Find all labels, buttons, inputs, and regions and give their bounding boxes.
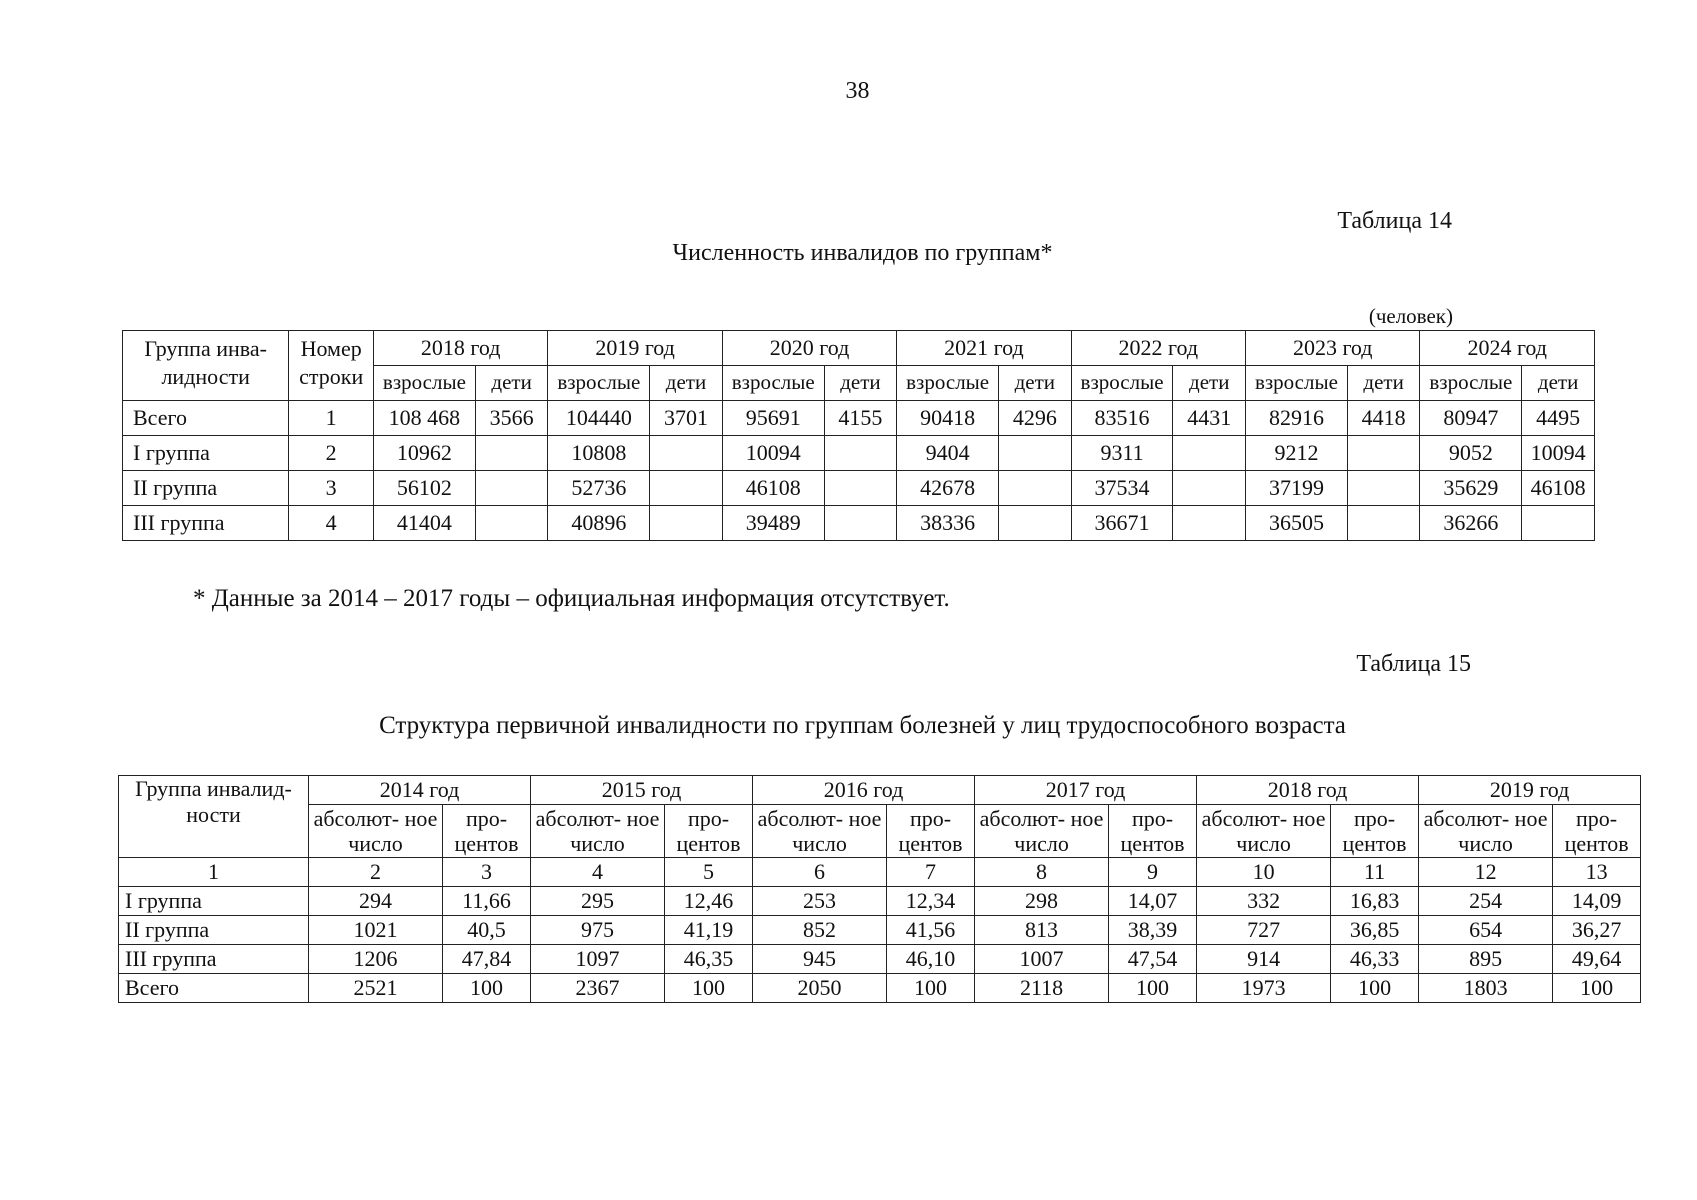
children-value-cell	[650, 471, 723, 506]
adults-value-cell: 56102	[374, 471, 476, 506]
column-number: 4	[531, 858, 665, 887]
table14-label: Таблица 14	[1337, 208, 1452, 234]
adults-value-cell: 52736	[548, 471, 650, 506]
percent-value-cell: 47,84	[443, 945, 531, 974]
adults-value-cell: 82916	[1246, 401, 1348, 436]
children-value-cell	[1347, 471, 1420, 506]
adults-value-cell: 36266	[1420, 506, 1522, 541]
absolute-value-cell: 1973	[1197, 974, 1331, 1003]
children-value-cell	[475, 436, 548, 471]
table14-footnote: * Данные за 2014 – 2017 годы – официальная информация отсутствует.	[193, 585, 950, 612]
table15-year: 2015 год	[531, 776, 753, 805]
table-row	[123, 436, 1595, 471]
table14	[122, 330, 1595, 541]
table14-head-group: Группа инва- лидности	[123, 331, 289, 401]
row-number: 4	[289, 506, 374, 541]
absolute-value-cell: 727	[1197, 916, 1331, 945]
table14-year: 2018 год	[374, 331, 548, 366]
children-value-cell	[1347, 506, 1420, 541]
table15-year: 2017 год	[975, 776, 1197, 805]
table15-year: 2016 год	[753, 776, 975, 805]
table15-pct-header: про- центов	[665, 805, 753, 858]
percent-value-cell: 100	[887, 974, 975, 1003]
table14-year: 2020 год	[722, 331, 896, 366]
percent-value-cell: 14,09	[1553, 887, 1641, 916]
adults-value-cell: 39489	[722, 506, 824, 541]
children-value-cell	[650, 436, 723, 471]
children-value-cell	[1173, 471, 1246, 506]
table15-subheader-row	[119, 805, 1641, 858]
row-group-name: Всего	[119, 974, 309, 1003]
adults-value-cell: 9052	[1420, 436, 1522, 471]
table-row	[123, 471, 1595, 506]
children-value-cell	[475, 471, 548, 506]
table-row	[119, 945, 1641, 974]
table15-abs-header: абсолют- ное число	[1419, 805, 1553, 858]
table15-abs-header: абсолют- ное число	[975, 805, 1109, 858]
adults-value-cell: 40896	[548, 506, 650, 541]
page-number: 38	[845, 78, 870, 104]
table15	[118, 775, 1641, 1003]
table14-children-header: дети	[999, 366, 1072, 401]
adults-value-cell: 80947	[1420, 401, 1522, 436]
adults-value-cell: 9212	[1246, 436, 1348, 471]
adults-value-cell: 37199	[1246, 471, 1348, 506]
children-value-cell	[824, 471, 897, 506]
column-number: 9	[1109, 858, 1197, 887]
adults-value-cell: 46108	[722, 471, 824, 506]
adults-value-cell: 10808	[548, 436, 650, 471]
column-number: 12	[1419, 858, 1553, 887]
table15-pct-header: про- центов	[887, 805, 975, 858]
absolute-value-cell: 852	[753, 916, 887, 945]
row-number: 3	[289, 471, 374, 506]
percent-value-cell: 100	[1331, 974, 1419, 1003]
adults-value-cell: 104440	[548, 401, 650, 436]
percent-value-cell: 46,35	[665, 945, 753, 974]
column-number: 7	[887, 858, 975, 887]
adults-value-cell: 36671	[1071, 506, 1173, 541]
adults-value-cell: 9311	[1071, 436, 1173, 471]
table14-adults-header: взрослые	[548, 366, 650, 401]
absolute-value-cell: 895	[1419, 945, 1553, 974]
absolute-value-cell: 2050	[753, 974, 887, 1003]
row-group-name: I группа	[119, 887, 309, 916]
children-value-cell	[999, 506, 1072, 541]
adults-value-cell: 41404	[374, 506, 476, 541]
table14-children-header: дети	[650, 366, 723, 401]
table14-title: Численность инвалидов по группам*	[672, 240, 1053, 266]
table14-adults-header: взрослые	[722, 366, 824, 401]
table14-adults-header: взрослые	[1246, 366, 1348, 401]
absolute-value-cell: 253	[753, 887, 887, 916]
children-value-cell	[1173, 506, 1246, 541]
table14-year: 2023 год	[1246, 331, 1420, 366]
column-number: 2	[309, 858, 443, 887]
percent-value-cell: 46,10	[887, 945, 975, 974]
percent-value-cell: 36,27	[1553, 916, 1641, 945]
table14-adults-header: взрослые	[1420, 366, 1522, 401]
column-numbers-row	[119, 858, 1641, 887]
adults-value-cell: 10094	[722, 436, 824, 471]
children-value-cell: 4418	[1347, 401, 1420, 436]
table15-abs-header: абсолют- ное число	[1197, 805, 1331, 858]
adults-value-cell: 90418	[897, 401, 999, 436]
table15-title: Структура первичной инвалидности по группам болезней у лиц трудоспособного возраста	[379, 712, 1346, 739]
absolute-value-cell: 2118	[975, 974, 1109, 1003]
table15-pct-header: про- центов	[1109, 805, 1197, 858]
table14-year: 2019 год	[548, 331, 722, 366]
table15-pct-header: про- центов	[443, 805, 531, 858]
percent-value-cell: 47,54	[1109, 945, 1197, 974]
percent-value-cell: 16,83	[1331, 887, 1419, 916]
percent-value-cell: 40,5	[443, 916, 531, 945]
percent-value-cell: 100	[665, 974, 753, 1003]
absolute-value-cell: 813	[975, 916, 1109, 945]
children-value-cell: 3701	[650, 401, 723, 436]
absolute-value-cell: 1206	[309, 945, 443, 974]
table14-children-header: дети	[1522, 366, 1595, 401]
table15-abs-header: абсолют- ное число	[753, 805, 887, 858]
absolute-value-cell: 254	[1419, 887, 1553, 916]
table14-body	[123, 401, 1595, 541]
table-row	[119, 974, 1641, 1003]
absolute-value-cell: 945	[753, 945, 887, 974]
table15-body	[119, 858, 1641, 1003]
column-number: 13	[1553, 858, 1641, 887]
table14-header-row	[123, 331, 1595, 366]
table14-children-header: дети	[475, 366, 548, 401]
table15-year: 2018 год	[1197, 776, 1419, 805]
table14-adults-header: взрослые	[1071, 366, 1173, 401]
children-value-cell: 10094	[1522, 436, 1595, 471]
absolute-value-cell: 975	[531, 916, 665, 945]
children-value-cell	[650, 506, 723, 541]
absolute-value-cell: 2521	[309, 974, 443, 1003]
column-number: 11	[1331, 858, 1419, 887]
absolute-value-cell: 1803	[1419, 974, 1553, 1003]
children-value-cell	[1522, 506, 1595, 541]
table-row	[123, 506, 1595, 541]
row-number: 2	[289, 436, 374, 471]
absolute-value-cell: 2367	[531, 974, 665, 1003]
table14-year: 2024 год	[1420, 331, 1595, 366]
table14-year: 2021 год	[897, 331, 1071, 366]
percent-value-cell: 36,85	[1331, 916, 1419, 945]
absolute-value-cell: 914	[1197, 945, 1331, 974]
row-group-name: Всего	[123, 401, 289, 436]
children-value-cell	[475, 506, 548, 541]
row-group-name: III группа	[119, 945, 309, 974]
row-number: 1	[289, 401, 374, 436]
column-number: 8	[975, 858, 1109, 887]
children-value-cell	[999, 436, 1072, 471]
column-number: 1	[119, 858, 309, 887]
children-value-cell: 4155	[824, 401, 897, 436]
table15-label: Таблица 15	[1356, 651, 1471, 677]
children-value-cell	[1173, 436, 1246, 471]
adults-value-cell: 108 468	[374, 401, 476, 436]
children-value-cell	[999, 471, 1072, 506]
percent-value-cell: 41,19	[665, 916, 753, 945]
children-value-cell: 46108	[1522, 471, 1595, 506]
percent-value-cell: 12,46	[665, 887, 753, 916]
row-group-name: II группа	[123, 471, 289, 506]
table14-children-header: дети	[1173, 366, 1246, 401]
percent-value-cell: 38,39	[1109, 916, 1197, 945]
column-number: 3	[443, 858, 531, 887]
percent-value-cell: 49,64	[1553, 945, 1641, 974]
table14-unit: (человек)	[1368, 304, 1453, 328]
table15-year: 2014 год	[309, 776, 531, 805]
table-row	[119, 887, 1641, 916]
row-group-name: II группа	[119, 916, 309, 945]
absolute-value-cell: 1021	[309, 916, 443, 945]
absolute-value-cell: 298	[975, 887, 1109, 916]
percent-value-cell: 12,34	[887, 887, 975, 916]
percent-value-cell: 100	[1109, 974, 1197, 1003]
adults-value-cell: 10962	[374, 436, 476, 471]
children-value-cell	[824, 436, 897, 471]
percent-value-cell: 11,66	[443, 887, 531, 916]
children-value-cell: 4296	[999, 401, 1072, 436]
adults-value-cell: 38336	[897, 506, 999, 541]
percent-value-cell: 100	[1553, 974, 1641, 1003]
adults-value-cell: 42678	[897, 471, 999, 506]
adults-value-cell: 35629	[1420, 471, 1522, 506]
column-number: 5	[665, 858, 753, 887]
absolute-value-cell: 294	[309, 887, 443, 916]
percent-value-cell: 46,33	[1331, 945, 1419, 974]
table15-abs-header: абсолют- ное число	[531, 805, 665, 858]
absolute-value-cell: 332	[1197, 887, 1331, 916]
children-value-cell: 4495	[1522, 401, 1595, 436]
absolute-value-cell: 654	[1419, 916, 1553, 945]
column-number: 10	[1197, 858, 1331, 887]
adults-value-cell: 37534	[1071, 471, 1173, 506]
children-value-cell: 3566	[475, 401, 548, 436]
adults-value-cell: 83516	[1071, 401, 1173, 436]
table14-children-header: дети	[1347, 366, 1420, 401]
absolute-value-cell: 295	[531, 887, 665, 916]
table14-head-row-number: Номер строки	[289, 331, 374, 401]
row-group-name: III группа	[123, 506, 289, 541]
table14-adults-header: взрослые	[897, 366, 999, 401]
children-value-cell	[1347, 436, 1420, 471]
adults-value-cell: 9404	[897, 436, 999, 471]
row-group-name: I группа	[123, 436, 289, 471]
table15-pct-header: про- центов	[1553, 805, 1641, 858]
table15-header-row	[119, 776, 1641, 805]
table15-pct-header: про- центов	[1331, 805, 1419, 858]
adults-value-cell: 95691	[722, 401, 824, 436]
table15-head-group: Группа инвалид- ности	[119, 776, 309, 858]
absolute-value-cell: 1007	[975, 945, 1109, 974]
table15-year: 2019 год	[1419, 776, 1641, 805]
adults-value-cell: 36505	[1246, 506, 1348, 541]
percent-value-cell: 14,07	[1109, 887, 1197, 916]
table-row	[123, 401, 1595, 436]
percent-value-cell: 100	[443, 974, 531, 1003]
children-value-cell: 4431	[1173, 401, 1246, 436]
absolute-value-cell: 1097	[531, 945, 665, 974]
table14-adults-header: взрослые	[374, 366, 476, 401]
table14-year: 2022 год	[1071, 331, 1245, 366]
table15-abs-header: абсолют- ное число	[309, 805, 443, 858]
percent-value-cell: 41,56	[887, 916, 975, 945]
children-value-cell	[824, 506, 897, 541]
column-number: 6	[753, 858, 887, 887]
table14-children-header: дети	[824, 366, 897, 401]
table-row	[119, 916, 1641, 945]
